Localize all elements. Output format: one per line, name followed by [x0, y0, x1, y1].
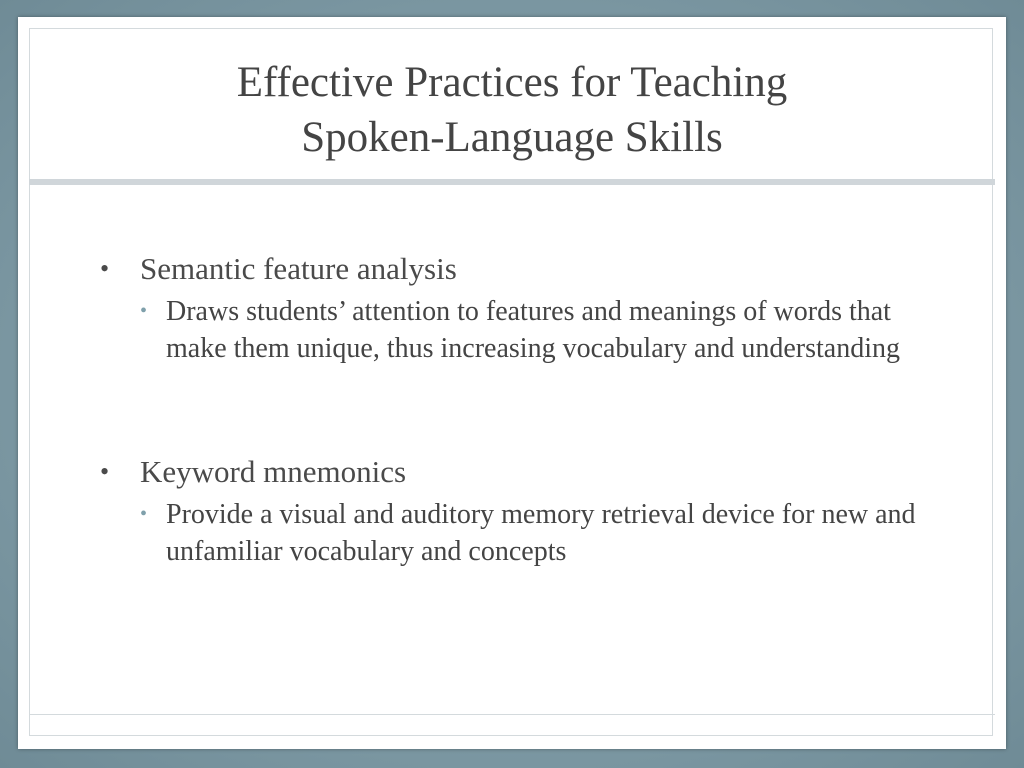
- sub-bullet-text: Provide a visual and auditory memory retrieval device for new and unfamiliar vocabulary and concepts: [166, 499, 916, 567]
- sub-bullet-text: Draws students’ attention to features and meanings of words that make them unique, thus increasing vocabulary and understanding: [166, 296, 901, 364]
- footer-divider: [29, 714, 995, 715]
- slide-title: [58, 55, 966, 165]
- bullet-item: [100, 249, 920, 289]
- slide: [18, 17, 1006, 749]
- sub-bullet-icon: •: [140, 503, 148, 525]
- bullet-item: [100, 452, 920, 492]
- title-divider: [29, 179, 995, 185]
- bullet-heading: Semantic feature analysis: [140, 251, 457, 286]
- slide-title-line-1: Effective Practices for Teaching: [236, 59, 788, 106]
- sub-bullet-item: [100, 293, 920, 367]
- sub-bullet-item: [100, 496, 920, 570]
- bullet-icon: •: [100, 457, 110, 486]
- bullet-heading: Keyword mnemonics: [140, 454, 407, 489]
- slide-title-line-2: Spoken-Language Skills: [301, 114, 723, 161]
- slide-body: [100, 249, 920, 570]
- bullet-icon: •: [100, 254, 110, 283]
- sub-bullet-icon: •: [140, 300, 148, 322]
